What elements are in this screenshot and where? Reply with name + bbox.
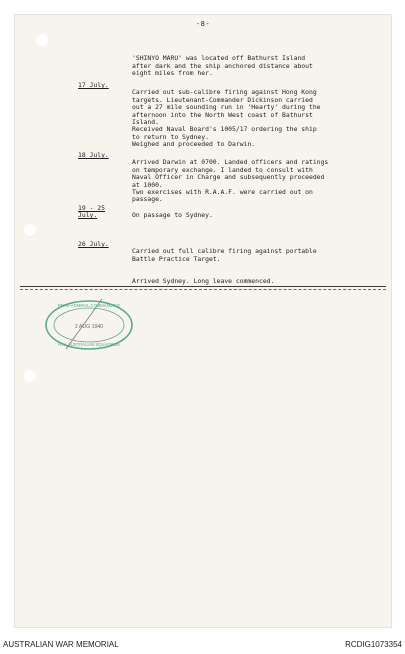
entry-paragraph: Carried out full calibre firing against portable Battle Practice Target.: [132, 247, 317, 263]
entry-date: 19 - 25 July.: [78, 204, 105, 220]
archive-footer: [0, 636, 405, 650]
entry-paragraph: Arrived Sydney. Long leave commenced.: [132, 276, 275, 285]
divider-line: [20, 286, 386, 287]
entry-paragraph: Carried out sub-calibre firing against Hong Kong targets. Lieutenant-Commander Dickinson carried out a 27 mile sounding run in 'Hearty' during the afternoon into the North West coast of Bathurst Island. Received Naval Board's 1005/17 ordering the ship to return to Sydney. Weighed and proceeded to Darwin.: [132, 88, 321, 149]
entry-text: [132, 241, 382, 299]
entry-text: [132, 82, 382, 163]
entry-date: 18 July.: [78, 151, 109, 159]
page-number: -8-: [195, 20, 211, 28]
entry-paragraph: On passage to Sydney.: [132, 211, 213, 220]
received-stamp: [44, 297, 134, 353]
entry-date: 17 July.: [78, 81, 109, 89]
entry-paragraph: Arrived Darwin at 0700. Landed officers and ratings on temporary exchange. I landed to consult with Naval Officer in Charge and subsequently proceeded at 1000. Two exercises with R.A.A.F. were carried out on passage.: [132, 158, 329, 204]
entry-date: 26 July.: [78, 240, 109, 248]
punch-hole: [36, 34, 48, 46]
stamp-bottom-text: H.M. AUSTRALIAN SQUADRON: [58, 342, 120, 347]
stamp-top-text: REAR-ADMIRAL COMMANDING: [57, 303, 121, 308]
document-page: [14, 14, 392, 628]
divider-line: [20, 289, 386, 290]
punch-hole: [24, 370, 36, 382]
entry-text: [132, 205, 382, 234]
entry-paragraph: 'SHINYO MARU' was located off Bathurst Island after dark and the ship anchored distance about eight miles from her.: [132, 54, 313, 78]
footer-institution: AUSTRALIAN WAR MEMORIAL: [3, 640, 119, 649]
stamp-seal-icon: [44, 297, 134, 353]
footer-record-id: RCDIG1073354: [345, 640, 402, 649]
stamp-date-text: 2 AUG 1940: [74, 324, 104, 330]
punch-hole: [24, 224, 36, 236]
